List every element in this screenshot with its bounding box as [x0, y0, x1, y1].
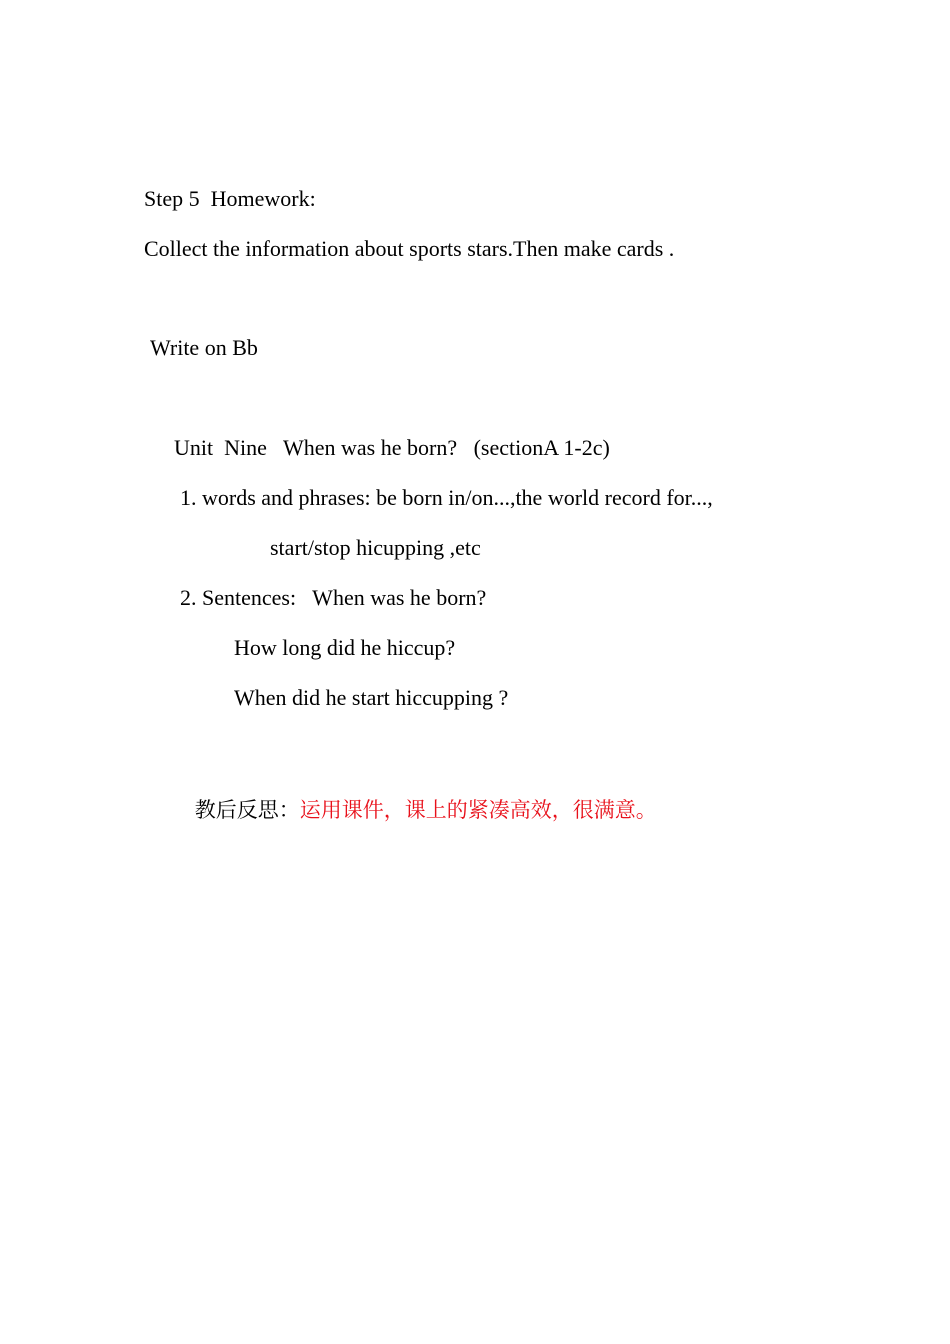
blackboard-heading: Write on Bb: [150, 335, 258, 360]
homework-heading: Step 5 Homework:: [144, 186, 316, 211]
sentence-how-long: How long did he hiccup?: [234, 635, 456, 660]
list-item-words-phrases: 1. words and phrases: be born in/on...,the world record for...,: [180, 485, 713, 510]
reflection-label: 教后反思：: [194, 798, 300, 822]
sentence-when-start: When did he start hiccupping ?: [234, 685, 509, 710]
reflection-text: 运用课件，课上的紧凑高效，很满意。: [299, 798, 657, 822]
unit-title: Unit Nine When was he born? (sectionA 1-2c): [174, 435, 610, 460]
list-item-sentences: 2. Sentences: When was he born?: [180, 585, 487, 610]
homework-text: Collect the information about sports stars.Then make cards .: [144, 236, 675, 261]
reflection: [168, 771, 657, 849]
list-item-words-phrases-continued: start/stop hicupping ,etc: [270, 535, 481, 560]
